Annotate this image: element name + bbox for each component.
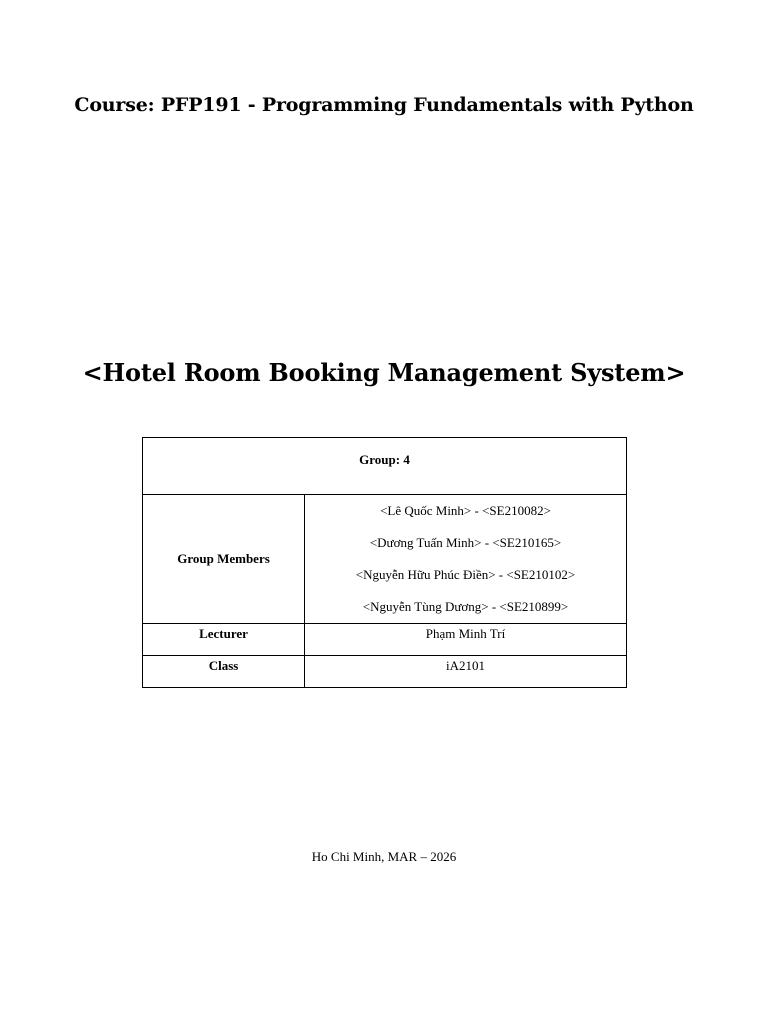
project-title: <Hotel Room Booking Management System> (82, 358, 686, 387)
course-title: Course: PFP191 - Programming Fundamentals with Python (74, 94, 694, 116)
class-value: iA2101 (305, 656, 627, 688)
lecturer-value: Phạm Minh Trí (305, 624, 627, 656)
group-number-cell: Group: 4 (143, 438, 627, 495)
member-item: <Nguyễn Tùng Dương> - <SE210899> (362, 599, 569, 614)
group-members-label: Group Members (143, 495, 305, 624)
group-info-table (142, 437, 627, 688)
member-item: <Dương Tuấn Minh> - <SE210165> (369, 535, 562, 550)
table-row-members (143, 495, 627, 624)
member-item: <Nguyễn Hữu Phúc Điền> - <SE210102> (355, 567, 576, 582)
table-row-class (143, 656, 627, 688)
lecturer-label: Lecturer (143, 624, 305, 656)
class-label: Class (143, 656, 305, 688)
table-row-group (143, 438, 627, 495)
member-item: <Lê Quốc Minh> - <SE210082> (380, 503, 551, 518)
table-row-lecturer (143, 624, 627, 656)
location-date: Ho Chi Minh, MAR – 2026 (311, 849, 457, 864)
group-members-list (305, 495, 627, 624)
